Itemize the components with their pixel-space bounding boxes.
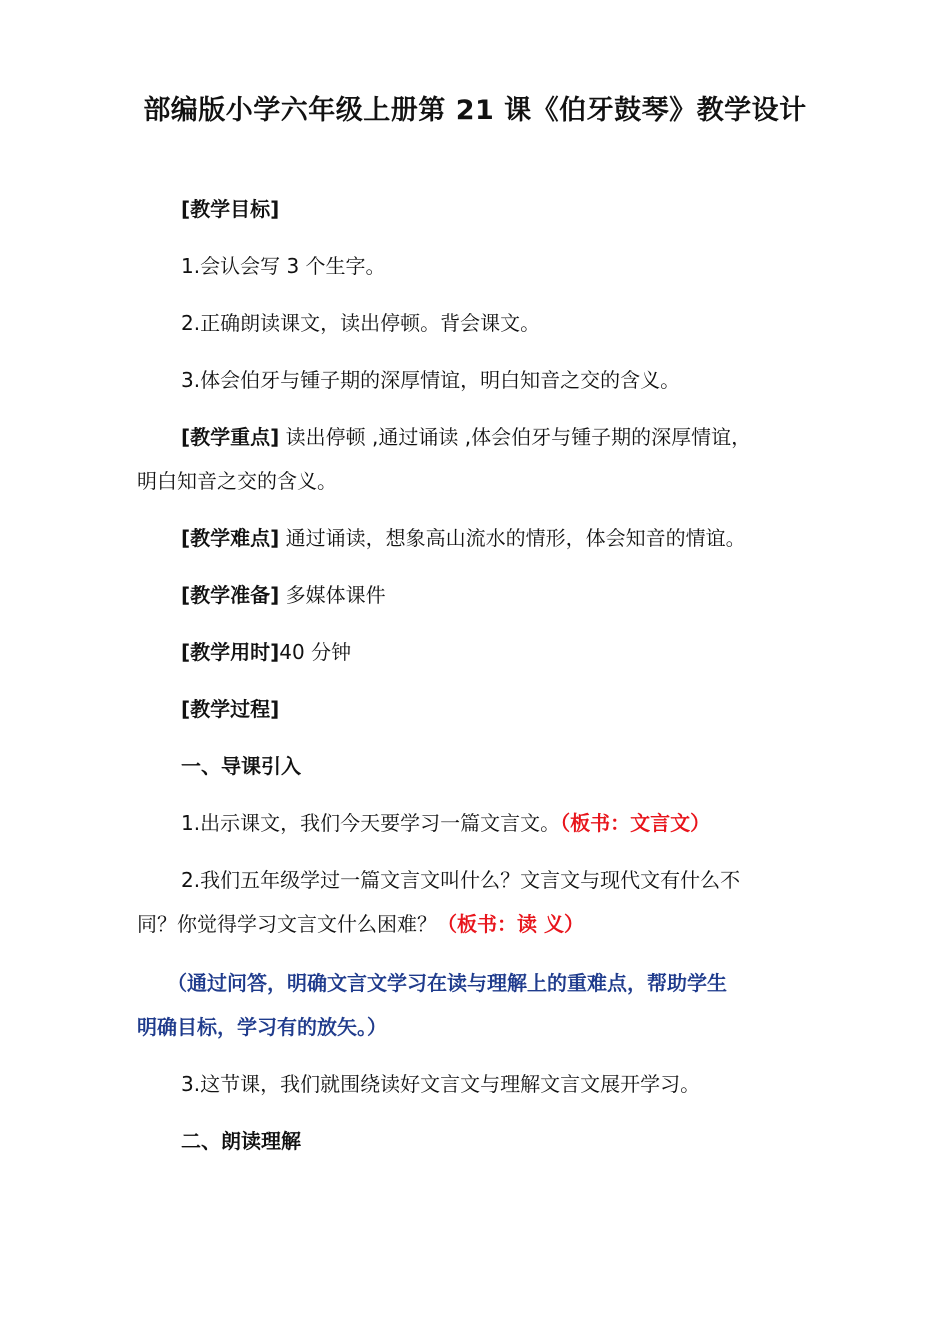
time-line <box>137 630 861 674</box>
teaching-note-line-1: （通过问答，明确文言文学习在读与理解上的重难点，帮助学生 <box>167 971 727 995</box>
step-1 <box>137 801 861 845</box>
key-points-line-1 <box>137 415 861 459</box>
step-1-board-note: （板书：文言文） <box>560 811 711 835</box>
difficulty-text: 通过诵读，想象高山流水的情形，体会知音的情谊。 <box>285 526 746 550</box>
objective-2: 2.正确朗读课文，读出停顿。背会课文。 <box>181 311 541 335</box>
section-1-heading: 一、导课引入 <box>181 754 301 778</box>
step-1-text: 1.出示课文，我们今天要学习一篇文言文。 <box>181 811 561 835</box>
section-2-heading: 二、朗读理解 <box>181 1129 301 1153</box>
step-2-line-2 <box>137 902 817 946</box>
preparation-text: 多媒体课件 <box>285 583 386 607</box>
preparation-line <box>137 573 861 617</box>
step-2-text: 同？你觉得学习文言文什么困难？ <box>137 912 437 936</box>
teaching-note-line-2: 明确目标，学习有的放矢。） <box>137 1015 387 1039</box>
time-text: 40 分钟 <box>279 640 352 664</box>
objective-1: 1.会认会写 3 个生字。 <box>181 254 386 278</box>
step-2-line-1: 2.我们五年级学过一篇文言文叫什么？文言文与现代文有什么不 <box>181 868 741 892</box>
objective-3: 3.体会伯牙与锺子期的深厚情谊，明白知音之交的含义。 <box>181 368 681 392</box>
key-points-label: [教学重点] <box>181 425 280 449</box>
step-3: 3.这节课，我们就围绕读好文言文与理解文言文展开学习。 <box>181 1072 701 1096</box>
key-points-text: 读出停顿 ,通过诵读 ,体会伯牙与锺子期的深厚情谊， <box>285 425 752 449</box>
document-title: 部编版小学六年级上册第 21 课《伯牙鼓琴》教学设计 <box>143 95 807 126</box>
key-points-line-2: 明白知音之交的含义。 <box>137 469 337 493</box>
step-2-board-note: （板书：读 义） <box>437 912 584 936</box>
time-label: [教学用时] <box>181 640 280 664</box>
process-heading: [教学过程] <box>181 697 280 721</box>
difficulty-label: [教学难点] <box>181 526 280 550</box>
objectives-heading: [教学目标] <box>181 197 280 221</box>
difficulty-line <box>137 516 861 560</box>
preparation-label: [教学准备] <box>181 583 280 607</box>
